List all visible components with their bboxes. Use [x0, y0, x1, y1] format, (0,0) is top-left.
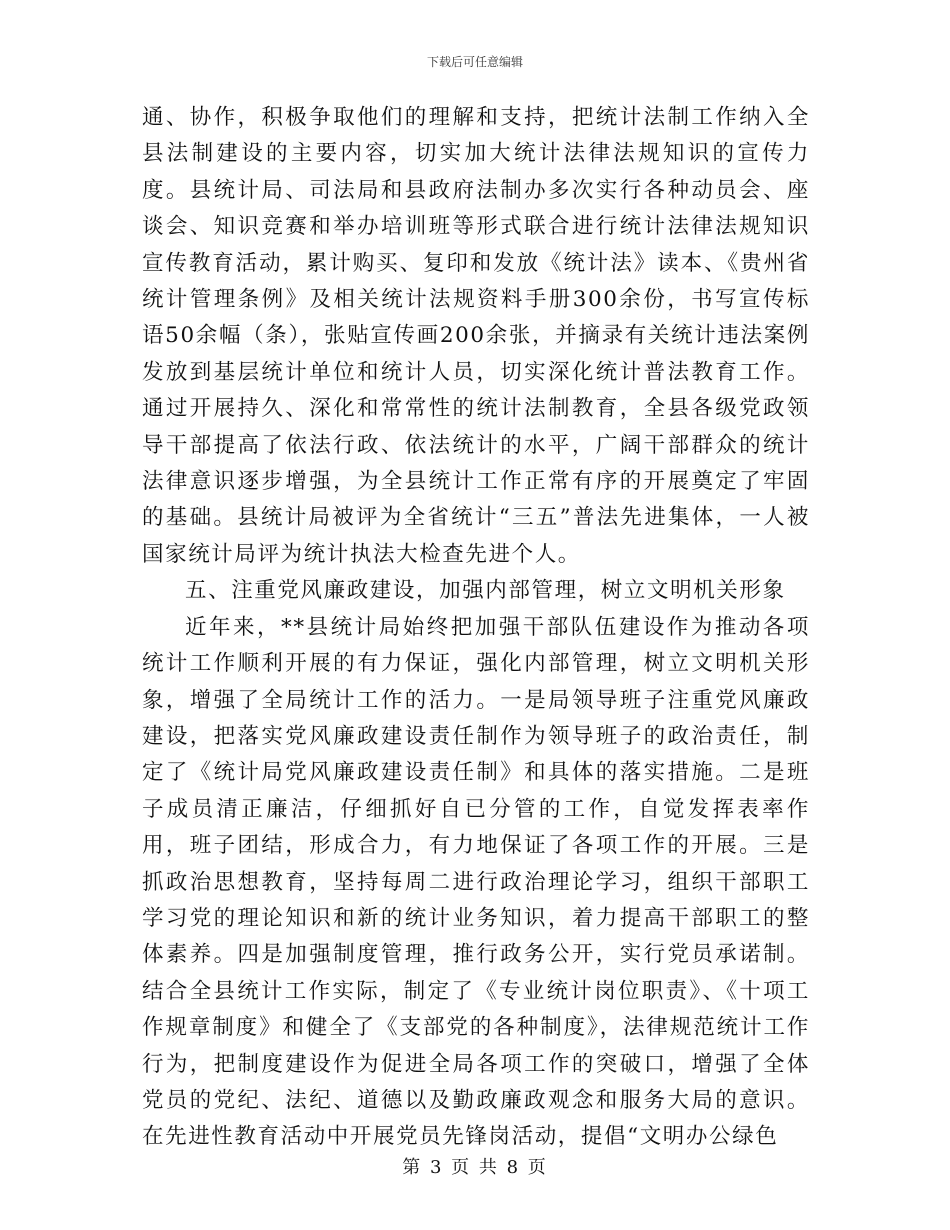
section-heading: 五、注重党风廉政建设，加强内部管理，树立文明机关形象 [185, 578, 786, 604]
page-header-note: 下载后可任意编辑 [426, 55, 523, 69]
paragraph-continuation: 通、协作，积极争取他们的理解和支持，把统计法制工作纳入全县法制建设的主要内容，切实加大统计法律法规知识的宣传力度。县统计局、司法局和县政府法制办多次实行各种动员会、座谈会、知识竞赛和举办培训班等形式联合进行统计法律法规知识宣传教育活动，累计购买、复印和发放《统计法》读本、《贵州省统计管理条例》及相关统计法规资料手册300余份，书写宣传标语50余幅（条），张贴宣传画200余张，并摘录有关统计违法案例发放到基层统计单位和统计人员，切实深化统计普法教育工作。通过开展持久、深化和常常性的统计法制教育，全县各级党政领导干部提高了依法行政、依法统计的水平，广阔干部群众的统计法律意识逐步增强，为全县统计工作正常有序的开展奠定了牢固的基础。县统计局被评为全省统计“三五”普法先进集体，一人被国家统计局评为统计执法大检查先进个人。 [142, 105, 810, 567]
paragraph-section-five: 近年来，**县统计局始终把加强干部队伍建设作为推动各项统计工作顺利开展的有力保证，强化内部管理，树立文明机关形象，增强了全局统计工作的活力。一是局领导班子注重党风廉政建设，把落实党风廉政建设责任制作为领导班子的政治责任，制定了《统计局党风廉政建设责任制》和具体的落实措施。二是班子成员清正廉洁，仔细抓好自已分管的工作，自觉发挥表率作用，班子团结，形成合力，有力地保证了各项工作的开展。三是抓政治思想教育，坚持每周二进行政治理论学习，组织干部职工学习党的理论知识和新的统计业务知识，着力提高干部职工的整体素养。四是加强制度管理，推行政务公开，实行党员承诺制。结合全县统计工作实际，制定了《专业统计岗位职责》、《十项工作规章制度》和健全了《支部党的各种制度》，法律规范统计工作行为，把制度建设作为促进全局各项工作的突破口，增强了全体党员的党纪、法纪、道德以及勤政廉政观念和服务大局的意识。在先进性教育活动中开展党员先锋岗活动，提倡“文明办公绿色 [142, 614, 810, 1150]
document-body [142, 100, 810, 1156]
page-number: 第 3 页 共 8 页 [402, 1157, 548, 1178]
